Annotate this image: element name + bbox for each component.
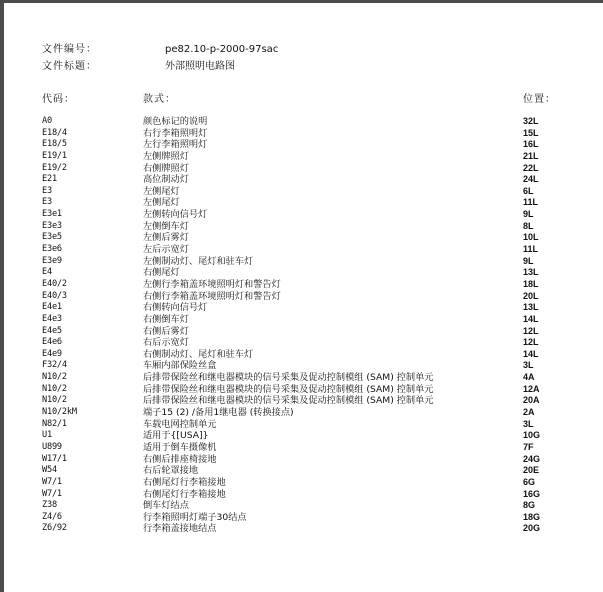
component-code: Z4/6 bbox=[42, 511, 62, 522]
component-code: W17/1 bbox=[42, 453, 67, 464]
component-description: 后排带保险丝和继电器模块的信号采集及促动控制模组 (SAM) 控制单元 bbox=[143, 383, 434, 395]
component-position: 16G bbox=[523, 488, 541, 499]
component-code: E4e1 bbox=[42, 302, 62, 313]
component-code: E4e9 bbox=[42, 348, 62, 359]
component-code: E3 bbox=[42, 197, 52, 208]
table-row bbox=[4, 442, 603, 454]
component-position: 20L bbox=[523, 290, 539, 301]
column-header-description: 款式： bbox=[143, 94, 176, 105]
component-position: 32L bbox=[523, 116, 539, 126]
component-description: 左后示宽灯 bbox=[143, 244, 189, 256]
component-description: 后排带保险丝和继电器模块的信号采集及促动控制模组 (SAM) 控制单元 bbox=[143, 372, 434, 384]
table-row bbox=[4, 174, 603, 186]
component-code: E3 bbox=[42, 185, 52, 196]
table-row bbox=[4, 232, 603, 244]
component-description: 适用于倒车摄像机 bbox=[143, 441, 217, 453]
table-row bbox=[4, 267, 603, 279]
component-description: 适用于{[USA]} bbox=[143, 430, 209, 442]
table-row bbox=[4, 163, 603, 175]
table-row bbox=[4, 244, 603, 256]
table-row bbox=[4, 197, 603, 209]
component-position: 11L bbox=[523, 197, 539, 208]
component-table bbox=[4, 116, 603, 535]
component-code: U899 bbox=[42, 441, 62, 452]
component-code: W7/1 bbox=[42, 476, 62, 487]
table-row bbox=[4, 465, 603, 477]
component-position: 8L bbox=[523, 220, 534, 231]
component-description: 车载电网控制单元 bbox=[143, 418, 217, 430]
component-description: 车厢内部保险丝盒 bbox=[143, 360, 217, 372]
component-position: 14L bbox=[523, 313, 539, 324]
table-row bbox=[4, 407, 603, 419]
component-description: 右侧转向信号灯 bbox=[143, 302, 208, 314]
component-description: 右后示宽灯 bbox=[143, 337, 189, 349]
component-position: 18G bbox=[523, 511, 541, 522]
component-code: E3e3 bbox=[42, 220, 62, 231]
table-row bbox=[4, 337, 603, 349]
component-code: Z38 bbox=[42, 500, 57, 511]
table-row bbox=[4, 360, 603, 372]
component-description: 右侧尾灯行李箱接地 bbox=[143, 476, 226, 488]
component-code: E18/5 bbox=[42, 139, 67, 150]
component-position: 7F bbox=[523, 441, 534, 452]
file-title-value: 外部照明电路图 bbox=[165, 61, 235, 72]
component-code: E3e6 bbox=[42, 244, 62, 255]
component-code: F32/4 bbox=[42, 360, 67, 371]
table-row bbox=[4, 430, 603, 442]
component-description: 左行李箱照明灯 bbox=[143, 139, 208, 151]
component-code: E3e5 bbox=[42, 232, 62, 243]
table-row bbox=[4, 209, 603, 221]
component-code: Z6/92 bbox=[42, 523, 67, 534]
component-position: 8G bbox=[523, 500, 536, 511]
component-code: E4e6 bbox=[42, 337, 62, 348]
component-description: 端子15 (2) /备用1继电器 (转换接点) bbox=[143, 407, 294, 419]
component-code: E4e5 bbox=[42, 325, 62, 336]
table-row bbox=[4, 477, 603, 489]
document-page bbox=[4, 3, 603, 592]
component-description: 行李箱盖接地结点 bbox=[143, 523, 217, 535]
component-code: A0 bbox=[42, 116, 52, 126]
component-position: 9L bbox=[523, 255, 534, 266]
component-description: 右侧倒车灯 bbox=[143, 313, 189, 325]
table-row bbox=[4, 139, 603, 151]
component-description: 左侧牌照灯 bbox=[143, 150, 189, 162]
table-row bbox=[4, 291, 603, 303]
component-code: N10/2 bbox=[42, 395, 67, 406]
component-position: 4A bbox=[523, 372, 535, 383]
component-description: 左侧尾灯 bbox=[143, 185, 180, 197]
component-description: 右侧牌照灯 bbox=[143, 162, 189, 174]
component-position: 22L bbox=[523, 162, 539, 173]
component-description: 颜色标记的说明 bbox=[143, 116, 208, 127]
component-position: 12L bbox=[523, 337, 539, 348]
component-position: 12L bbox=[523, 325, 539, 336]
component-description: 行李箱照明灯端子30结点 bbox=[143, 511, 247, 523]
component-position: 18L bbox=[523, 278, 539, 289]
component-description: 右侧后排座椅接地 bbox=[143, 453, 217, 465]
component-description: 右后轮罩接地 bbox=[143, 465, 199, 477]
table-row bbox=[4, 128, 603, 140]
component-code: E40/2 bbox=[42, 278, 67, 289]
column-header-position: 位置： bbox=[523, 94, 556, 105]
component-description: 左侧后雾灯 bbox=[143, 232, 189, 244]
component-position: 13L bbox=[523, 302, 539, 313]
component-code: W7/1 bbox=[42, 488, 62, 499]
table-row bbox=[4, 256, 603, 268]
component-position: 9L bbox=[523, 209, 534, 220]
table-row bbox=[4, 489, 603, 501]
table-row bbox=[4, 116, 603, 128]
component-position: 10L bbox=[523, 232, 539, 243]
component-code: E4e3 bbox=[42, 313, 62, 324]
component-description: 右侧后雾灯 bbox=[143, 325, 189, 337]
component-description: 右行李箱照明灯 bbox=[143, 127, 208, 139]
component-position: 12A bbox=[523, 383, 540, 394]
component-code: E21 bbox=[42, 174, 57, 185]
component-position: 14L bbox=[523, 348, 539, 359]
component-description: 左侧行李箱盖环境照明灯和警告灯 bbox=[143, 278, 281, 290]
table-row bbox=[4, 419, 603, 431]
component-code: E19/1 bbox=[42, 150, 67, 161]
component-position: 24G bbox=[523, 453, 541, 464]
component-position: 2A bbox=[523, 407, 535, 418]
file-number-value: pe82.10-p-2000-97sac bbox=[165, 44, 279, 55]
table-row bbox=[4, 384, 603, 396]
table-row bbox=[4, 302, 603, 314]
component-code: N10/2 bbox=[42, 372, 67, 383]
table-row bbox=[4, 151, 603, 163]
table-row bbox=[4, 372, 603, 384]
component-code: N82/1 bbox=[42, 418, 67, 429]
component-position: 13L bbox=[523, 267, 539, 278]
component-position: 20E bbox=[523, 465, 540, 476]
component-position: 21L bbox=[523, 150, 539, 161]
table-row bbox=[4, 314, 603, 326]
component-code: E19/2 bbox=[42, 162, 67, 173]
component-position: 20A bbox=[523, 395, 540, 406]
component-description: 右侧尾灯行李箱接地 bbox=[143, 488, 226, 500]
component-description: 倒车灯结点 bbox=[143, 500, 189, 512]
component-code: E3e1 bbox=[42, 209, 62, 220]
component-description: 右侧尾灯 bbox=[143, 267, 180, 279]
table-row bbox=[4, 523, 603, 535]
table-row bbox=[4, 326, 603, 338]
component-position: 3L bbox=[523, 360, 534, 371]
file-number-label: 文件编号： bbox=[42, 44, 97, 55]
table-row bbox=[4, 512, 603, 524]
component-description: 左侧制动灯、尾灯和驻车灯 bbox=[143, 255, 254, 267]
component-position: 20G bbox=[523, 523, 541, 534]
component-description: 左侧尾灯 bbox=[143, 197, 180, 209]
component-code: E18/4 bbox=[42, 127, 67, 138]
component-position: 3L bbox=[523, 418, 534, 429]
table-row bbox=[4, 500, 603, 512]
component-position: 11L bbox=[523, 244, 539, 255]
component-position: 15L bbox=[523, 127, 539, 138]
component-description: 后排带保险丝和继电器模块的信号采集及促动控制模组 (SAM) 控制单元 bbox=[143, 395, 434, 407]
table-row bbox=[4, 349, 603, 361]
component-code: N10/2kM bbox=[42, 407, 77, 418]
table-row bbox=[4, 454, 603, 466]
component-position: 16L bbox=[523, 139, 539, 150]
component-code: E40/3 bbox=[42, 290, 67, 301]
component-position: 6L bbox=[523, 185, 534, 196]
table-row bbox=[4, 395, 603, 407]
table-row bbox=[4, 221, 603, 233]
file-title-label: 文件标题： bbox=[42, 61, 97, 72]
component-description: 左侧转向信号灯 bbox=[143, 209, 208, 221]
component-code: E4 bbox=[42, 267, 52, 278]
component-code: E3e9 bbox=[42, 255, 62, 266]
component-code: N10/2 bbox=[42, 383, 67, 394]
table-row bbox=[4, 279, 603, 291]
component-position: 24L bbox=[523, 174, 539, 185]
component-description: 右侧制动灯、尾灯和驻车灯 bbox=[143, 348, 254, 360]
component-description: 左侧倒车灯 bbox=[143, 220, 189, 232]
component-description: 高位制动灯 bbox=[143, 174, 189, 186]
component-code: U1 bbox=[42, 430, 52, 441]
component-description: 右侧行李箱盖环境照明灯和警告灯 bbox=[143, 290, 281, 302]
component-position: 10G bbox=[523, 430, 541, 441]
table-row bbox=[4, 186, 603, 198]
component-position: 6G bbox=[523, 476, 536, 487]
component-code: W54 bbox=[42, 465, 57, 476]
column-header-code: 代码： bbox=[42, 94, 75, 105]
